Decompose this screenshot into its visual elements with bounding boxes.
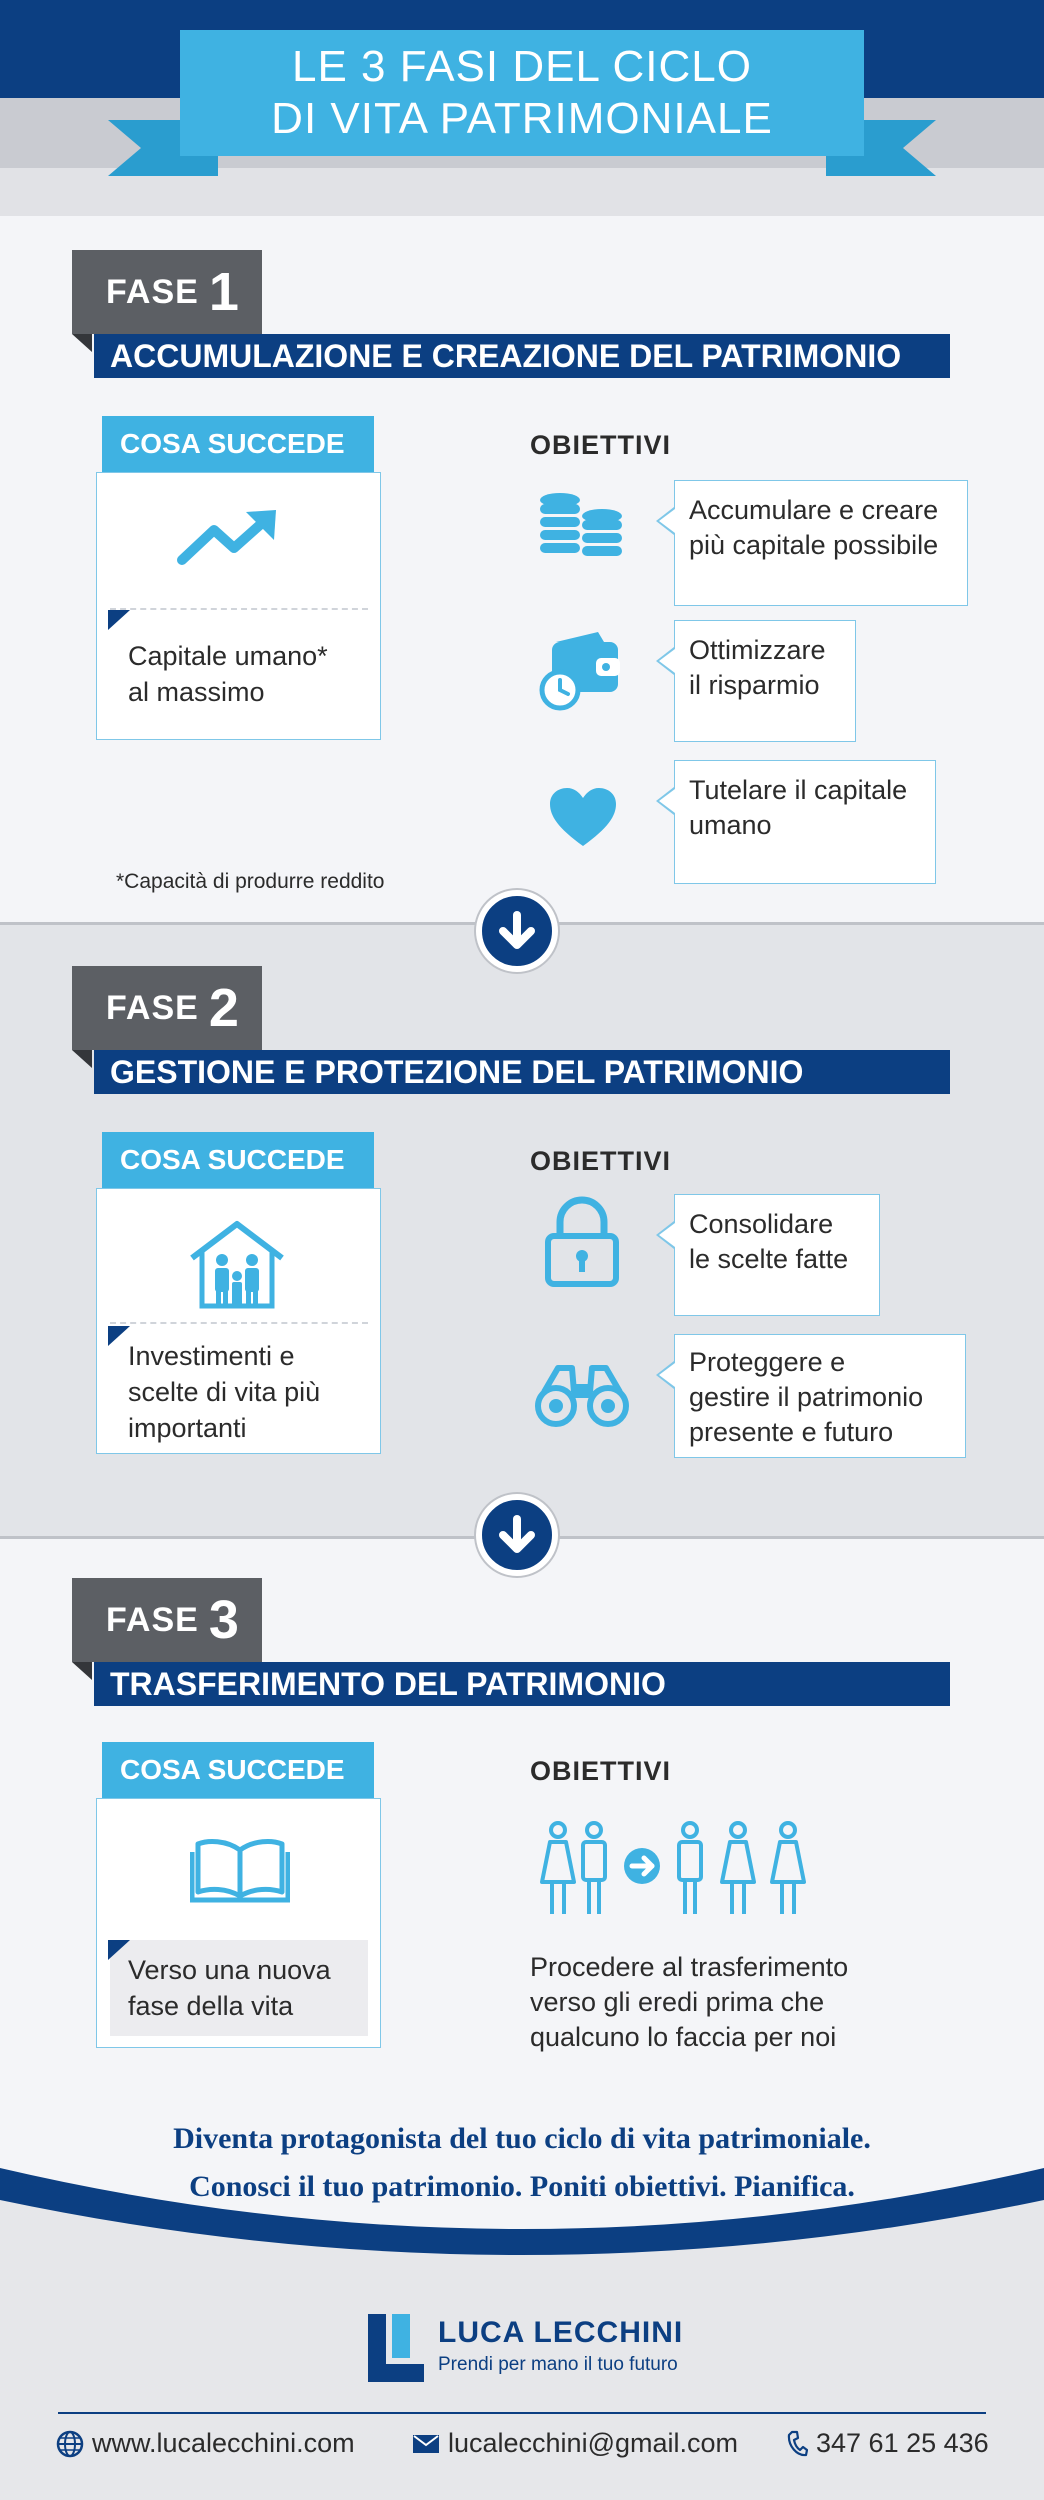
coins-icon bbox=[538, 492, 624, 558]
arrow-down-icon bbox=[495, 1513, 539, 1557]
footer-wave bbox=[0, 2140, 1044, 2280]
objective-line: Consolidare bbox=[689, 1209, 834, 1239]
title-line-2: DI VITA PATRIMONIALE bbox=[271, 94, 773, 143]
objective-line: gestire il patrimonio bbox=[689, 1382, 924, 1412]
cosa-line: al massimo bbox=[128, 677, 265, 707]
objective-line: umano bbox=[689, 810, 772, 840]
email-link[interactable] bbox=[412, 2428, 738, 2459]
objective-line: più capitale possibile bbox=[689, 530, 939, 560]
phase-word: FASE bbox=[106, 272, 199, 311]
email-text: lucalecchini@gmail.com bbox=[448, 2428, 739, 2458]
binoculars-icon bbox=[534, 1362, 630, 1428]
page-title bbox=[180, 30, 864, 156]
cosa-line: Investimenti e bbox=[128, 1341, 295, 1371]
phase-number: 3 bbox=[208, 1590, 239, 1650]
phone-link[interactable] bbox=[786, 2428, 989, 2459]
trending-up-icon bbox=[176, 508, 280, 568]
family-house-icon bbox=[186, 1218, 288, 1310]
objective-line: Ottimizzare bbox=[689, 635, 826, 665]
phase-word: FASE bbox=[106, 1600, 199, 1639]
phase-3-objective-text bbox=[530, 1950, 848, 2055]
open-book-icon bbox=[190, 1836, 290, 1904]
tagline-line-1: Diventa protagonista del tuo ciclo di vita patrimoniale. bbox=[173, 2122, 871, 2155]
objective-line: verso gli eredi prima che bbox=[530, 1987, 825, 2017]
objective-line: le scelte fatte bbox=[689, 1244, 849, 1274]
phase-1-objective-1 bbox=[674, 480, 968, 606]
website-text: www.lucalecchini.com bbox=[92, 2428, 355, 2458]
phase-1-objective-3 bbox=[674, 760, 936, 884]
phase-2-cosa-separator bbox=[110, 1322, 368, 1324]
objective-line: Tutelare il capitale bbox=[689, 775, 908, 805]
objective-line: qualcuno lo faccia per noi bbox=[530, 2022, 837, 2052]
cosa-line: Verso una nuova bbox=[128, 1955, 331, 1985]
title-line-1: LE 3 FASI DEL CICLO bbox=[292, 42, 752, 91]
phone-text: 347 61 25 436 bbox=[816, 2428, 989, 2458]
arrow-down-icon bbox=[495, 909, 539, 953]
phase-number: 2 bbox=[208, 978, 239, 1038]
next-phase-arrow-1 bbox=[476, 890, 558, 972]
phase-3-title: TRASFERIMENTO DEL PATRIMONIO bbox=[94, 1662, 950, 1706]
padlock-icon bbox=[544, 1196, 620, 1288]
phase-1-objectives-label: OBIETTIVI bbox=[530, 430, 672, 460]
envelope-icon bbox=[412, 2433, 440, 2455]
phase-1-objective-2 bbox=[674, 620, 856, 742]
family-transfer-icon bbox=[532, 1820, 822, 1920]
phase-1-cosa-label: COSA SUCCEDE bbox=[102, 416, 374, 472]
phase-3-cosa-text bbox=[128, 1952, 331, 2024]
phase-3-tag bbox=[72, 1578, 262, 1662]
brand-slogan: Prendi per mano il tuo futuro bbox=[438, 2354, 678, 2375]
phase-2-objective-1 bbox=[674, 1194, 880, 1316]
wallet-clock-icon bbox=[538, 628, 624, 712]
objective-line: Procedere al trasferimento bbox=[530, 1952, 849, 1982]
phase-2-tag bbox=[72, 966, 262, 1050]
phase-word: FASE bbox=[106, 988, 199, 1027]
phase-2-title: GESTIONE E PROTEZIONE DEL PATRIMONIO bbox=[94, 1050, 950, 1094]
objective-line: presente e futuro bbox=[689, 1417, 894, 1447]
website-link[interactable] bbox=[56, 2428, 355, 2459]
phase-2-objectives-label: OBIETTIVI bbox=[530, 1146, 672, 1176]
phase-3-fold bbox=[72, 1662, 92, 1680]
phase-1-title: ACCUMULAZIONE E CREAZIONE DEL PATRIMONIO bbox=[94, 334, 950, 378]
heart-icon bbox=[548, 786, 618, 848]
footer-separator bbox=[58, 2412, 986, 2414]
phase-number: 1 bbox=[208, 262, 239, 322]
phase-3-cosa-label: COSA SUCCEDE bbox=[102, 1742, 374, 1798]
phone-icon bbox=[786, 2430, 808, 2458]
objective-line: Accumulare e creare bbox=[689, 495, 939, 525]
logo-mark bbox=[366, 2312, 426, 2384]
phase-1-cosa-separator bbox=[110, 608, 368, 610]
cosa-line: scelte di vita più bbox=[128, 1377, 321, 1407]
objective-line: il risparmio bbox=[689, 670, 820, 700]
tagline-line-2: Conosci il tuo patrimonio. Poniti obiettivi. Pianifica. bbox=[189, 2170, 855, 2203]
phase-1-fold bbox=[72, 334, 92, 352]
cosa-line: Capitale umano* bbox=[128, 641, 328, 671]
objective-line: Proteggere e bbox=[689, 1347, 846, 1377]
phase-1-tag bbox=[72, 250, 262, 334]
phase-3-objectives-label: OBIETTIVI bbox=[530, 1756, 672, 1786]
phase-2-cosa-text bbox=[128, 1338, 320, 1446]
globe-icon bbox=[56, 2430, 84, 2458]
next-phase-arrow-2 bbox=[476, 1494, 558, 1576]
cosa-line: fase della vita bbox=[128, 1991, 294, 2021]
brand-name: LUCA LECCHINI bbox=[438, 2316, 684, 2349]
phase-2-cosa-label: COSA SUCCEDE bbox=[102, 1132, 374, 1188]
footer bbox=[0, 2278, 1044, 2500]
phase-1-cosa-text bbox=[128, 638, 328, 710]
phase-2-objective-2 bbox=[674, 1334, 966, 1458]
cosa-line: importanti bbox=[128, 1413, 247, 1443]
phase-1-footnote: *Capacità di produrre reddito bbox=[116, 870, 385, 893]
